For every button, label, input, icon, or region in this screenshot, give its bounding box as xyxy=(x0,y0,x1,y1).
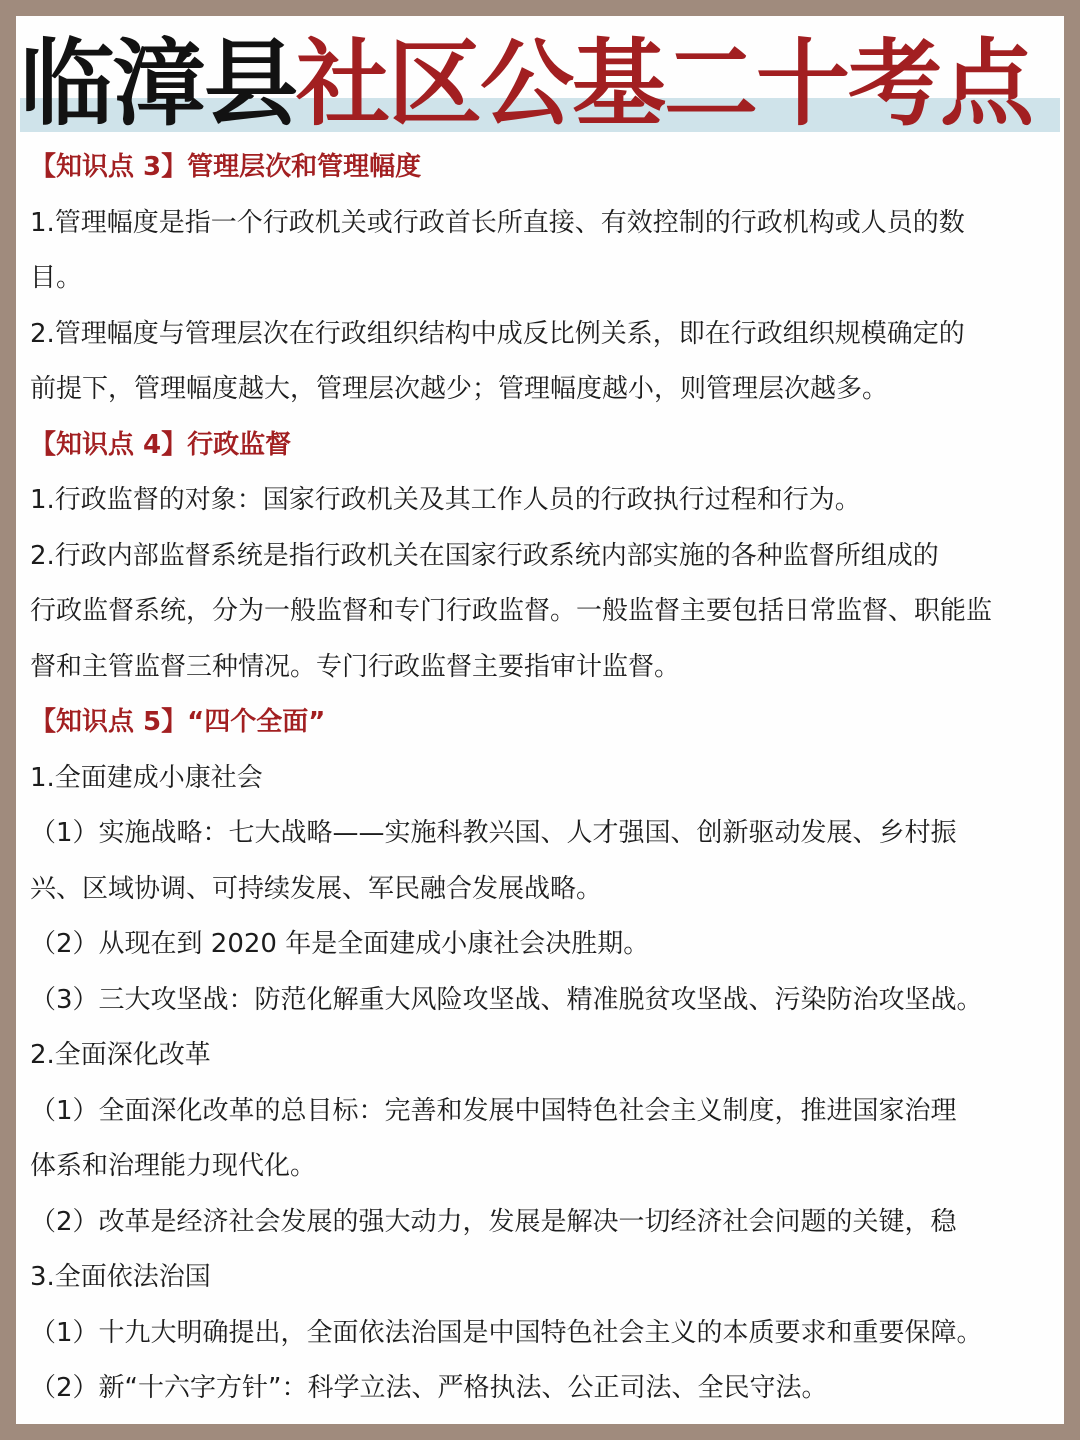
text-line: （1）全面深化改革的总目标：完善和发展中国特色社会主义制度，推进国家治理 xyxy=(30,1095,957,1126)
text-line: （1）实施战略：七大战略——实施科教兴国、人才强国、创新驱动发展、乡村振 xyxy=(30,818,957,848)
section-heading-3: 【知识点 3】管理层次和管理幅度 xyxy=(30,152,422,182)
text-line: 1.行政监督的对象：国家行政机关及其工作人员的行政执行过程和行为。 xyxy=(30,485,861,515)
section-heading-5: 【知识点 5】“四个全面” xyxy=(30,707,326,737)
title-black-part: 临漳县 xyxy=(20,30,297,139)
text-line: 前提下，管理幅度越大，管理层次越少；管理幅度越小，则管理层次越多。 xyxy=(30,374,889,404)
text-line: （3）三大攻坚战：防范化解重大风险攻坚战、精准脱贫攻坚战、污染防治攻坚战。 xyxy=(30,984,983,1015)
text-line: （1）十九大明确提出，全面依法治国是中国特色社会主义的本质要求和重要保障。 xyxy=(30,1317,983,1348)
title-text xyxy=(20,30,1060,140)
text-line: （2）新“十六字方针”：科学立法、严格执法、公正司法、全民守法。 xyxy=(30,1373,828,1403)
text-line: 2.行政内部监督系统是指行政机关在国家行政系统内部实施的各种监督所组成的 xyxy=(30,540,939,571)
text-line: 兴、区域协调、可持续发展、军民融合发展战略。 xyxy=(30,873,603,904)
text-line: 1.管理幅度是指一个行政机关或行政首长所直接、有效控制的行政机构或人员的数 xyxy=(30,207,965,238)
text-line: 督和主管监督三种情况。专门行政监督主要指审计监督。 xyxy=(30,651,681,682)
subheading-line: 3.全面依法治国 xyxy=(30,1262,211,1292)
notes-content xyxy=(30,140,1070,1417)
text-line: （2）从现在到 2020 年是全面建成小康社会决胜期。 xyxy=(30,929,650,959)
text-line: （2）改革是经济社会发展的强大动力，发展是解决一切经济社会问题的关键，稳 xyxy=(30,1206,957,1237)
text-line: 2.管理幅度与管理层次在行政组织结构中成反比例关系，即在行政组织规模确定的 xyxy=(30,318,965,349)
subheading-line: 1.全面建成小康社会 xyxy=(30,762,263,793)
section-heading-4: 【知识点 4】行政监督 xyxy=(30,429,292,460)
page-title xyxy=(20,30,1060,140)
text-line: 目。 xyxy=(30,263,83,293)
text-line: 体系和治理能力现代化。 xyxy=(30,1151,317,1181)
text-line: 行政监督系统，分为一般监督和专门行政监督。一般监督主要包括日常监督、职能监 xyxy=(30,596,993,626)
title-red-part: 社区公基二十考点 xyxy=(296,30,1033,139)
subheading-line: 2.全面深化改革 xyxy=(30,1040,211,1070)
